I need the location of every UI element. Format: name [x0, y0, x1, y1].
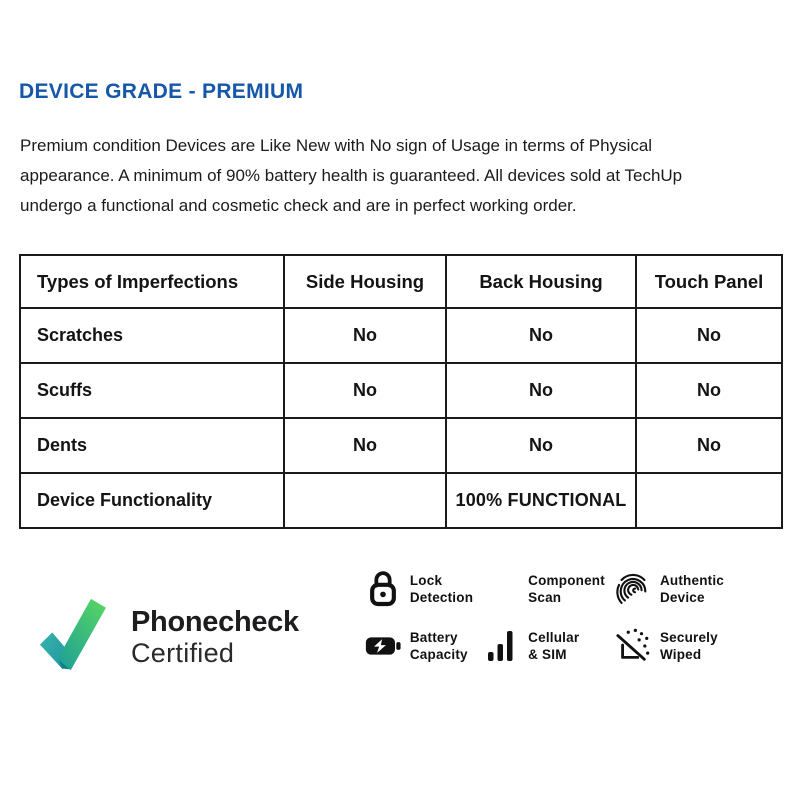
feature-securely-wiped: [615, 624, 724, 668]
header-side-housing: Side Housing: [284, 255, 446, 308]
header-back-housing: Back Housing: [446, 255, 636, 308]
feature-label: Component Scan: [528, 573, 605, 605]
imperfections-table: [19, 254, 783, 529]
cell-value: No: [446, 418, 636, 473]
row-label-device-functionality: Device Functionality: [20, 473, 284, 528]
cell-value: [636, 473, 782, 528]
cell-value: [284, 473, 446, 528]
row-label-dents: Dents: [20, 418, 284, 473]
row-label-scuffs: Scuffs: [20, 363, 284, 418]
table-header-row: [20, 255, 782, 308]
feature-label: Lock Detection: [409, 573, 474, 605]
wipe-icon: [615, 627, 651, 665]
cell-value: No: [284, 418, 446, 473]
logo-text: [131, 606, 299, 669]
feature-cellular-sim: [483, 624, 605, 668]
feature-label: Authentic Device: [659, 573, 724, 605]
feature-authentic-device: [615, 567, 724, 611]
feature-label: Securely Wiped: [659, 630, 718, 662]
table-row: [20, 418, 782, 473]
cell-value: No: [636, 363, 782, 418]
table-row: [20, 363, 782, 418]
feature-battery-capacity: [365, 624, 473, 668]
checkmark-icon: [29, 591, 123, 684]
cell-value: No: [284, 308, 446, 363]
logo-subtitle: Certified: [131, 638, 235, 668]
battery-icon: [365, 633, 401, 659]
table-row: [20, 473, 782, 528]
grade-description: Premium condition Devices are Like New with No sign of Usage in terms of Physical appearance. A minimum of 90% battery health is guaranteed. All devices sold at TechUp undergo a functional and cosmetic check and are in perfect working order.: [20, 136, 683, 215]
feature-label: Battery Capacity: [409, 630, 468, 662]
cell-value: No: [284, 363, 446, 418]
cell-value: No: [446, 308, 636, 363]
feature-lock-detection: [365, 567, 473, 611]
phonecheck-logo: [29, 591, 299, 684]
certification-footer: [19, 565, 781, 684]
fingerprint-icon: [615, 568, 651, 610]
logo-title: Phonecheck: [131, 606, 299, 638]
table-row: [20, 308, 782, 363]
lock-icon: [365, 569, 401, 609]
cell-value: No: [446, 363, 636, 418]
header-touch-panel: Touch Panel: [636, 255, 782, 308]
certification-features: [365, 567, 724, 668]
row-label-scratches: Scratches: [20, 308, 284, 363]
header-types-of-imperfections: Types of Imperfections: [20, 255, 284, 308]
feature-component-scan: [483, 567, 605, 611]
functional-status: 100% FUNCTIONAL: [446, 473, 636, 528]
page-title: DEVICE GRADE - PREMIUM: [19, 80, 304, 103]
feature-label: Cellular & SIM: [528, 630, 580, 662]
signal-bars-icon: [483, 630, 519, 662]
cell-value: No: [636, 308, 782, 363]
cell-value: No: [636, 418, 782, 473]
